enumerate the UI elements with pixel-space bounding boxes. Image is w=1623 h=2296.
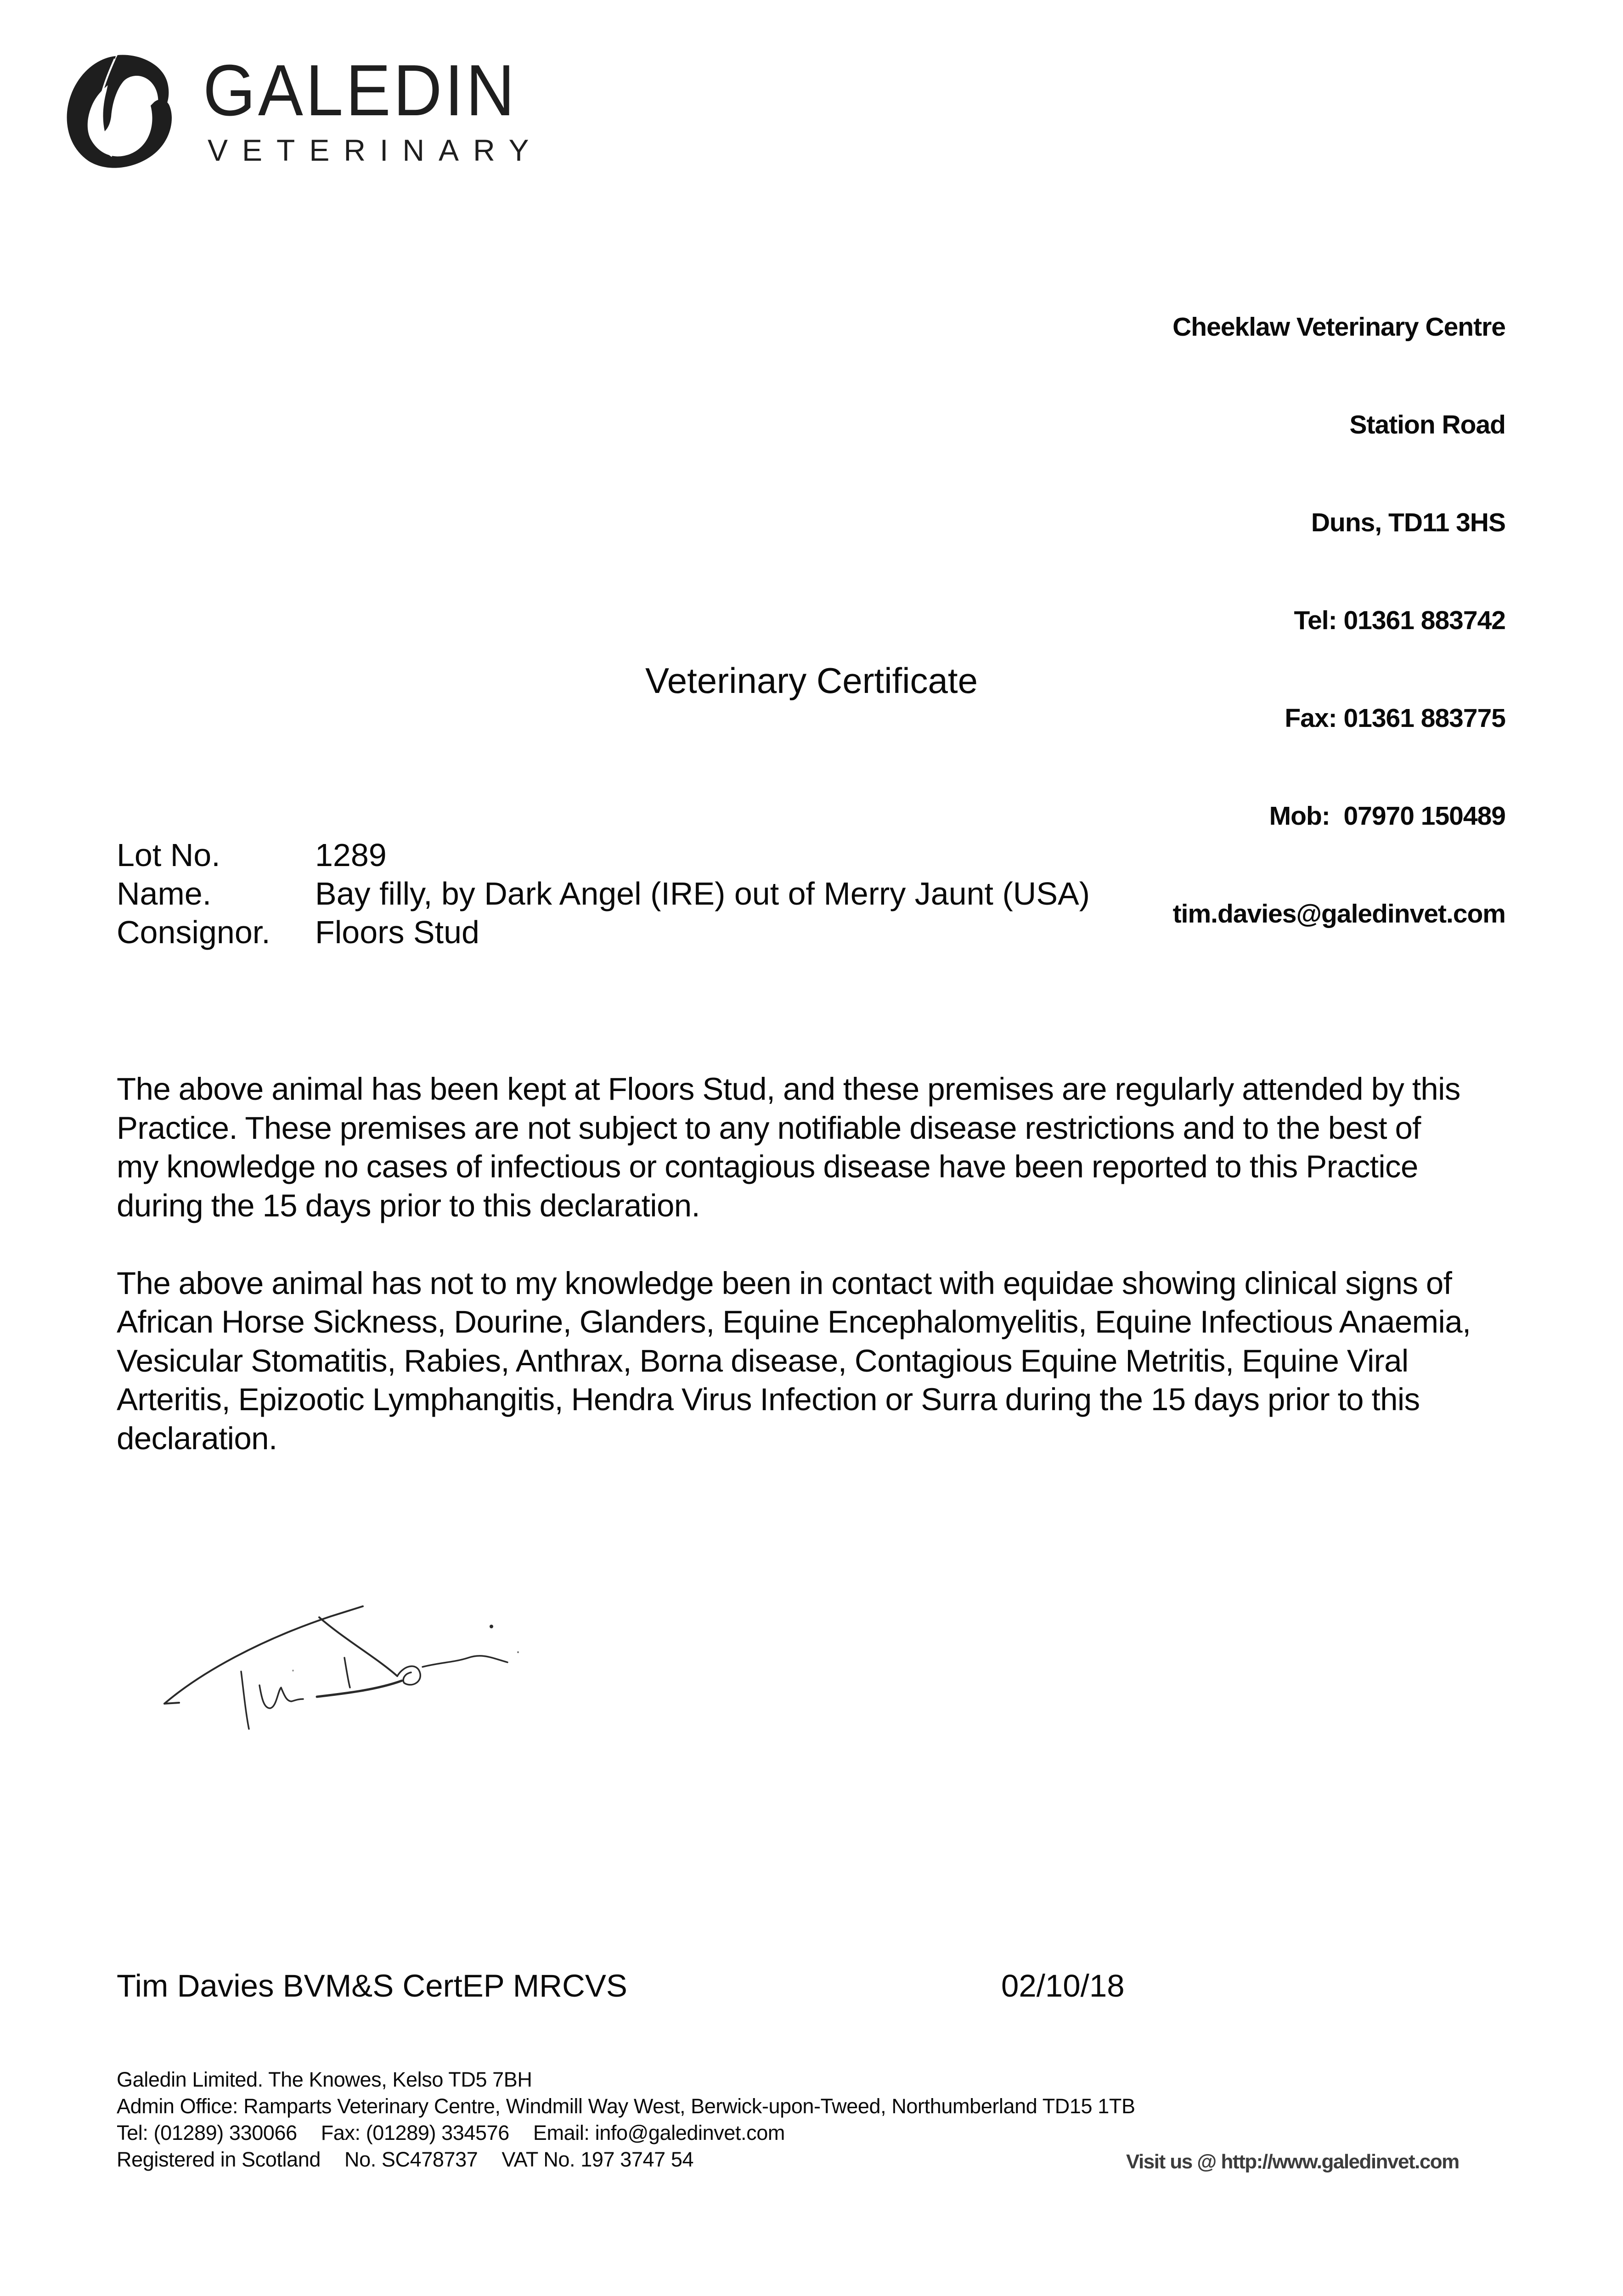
lot-number-label: Lot No. <box>117 837 220 873</box>
consignor-row <box>117 913 1090 951</box>
signature-date: 02/10/18 <box>1001 1968 1125 2003</box>
horse-name-label: Name. <box>117 876 212 912</box>
horse-name-row <box>117 874 1090 913</box>
footer-fax: Fax: (01289) 334576 <box>321 2121 509 2144</box>
footer-contact-line <box>117 2120 1135 2146</box>
paragraph-line: Arteritis, Epizootic Lymphangitis, Hendra Virus Infection or Surra during the 15 days prior to this <box>117 1382 1420 1417</box>
consignor-label: Consignor. <box>117 914 270 950</box>
brand-name: GALEDIN <box>203 50 518 131</box>
footer-email[interactable]: Email: info@galedinvet.com <box>533 2121 785 2144</box>
company-number: No. SC478737 <box>344 2148 478 2171</box>
practice-tel: Tel: 01361 883742 <box>1294 606 1505 635</box>
lot-details <box>117 836 1090 951</box>
signatory-name: Tim Davies BVM&S CertEP MRCVS <box>117 1968 627 2003</box>
horse-name-value: Bay filly, by Dark Angel (IRE) out of Merry Jaunt (USA) <box>315 876 1090 912</box>
paragraph-line: The above animal has not to my knowledge been in contact with equidae showing clinical signs of <box>117 1265 1452 1301</box>
handwritten-signature <box>147 1593 551 1731</box>
practice-mobile: Mob: 07970 150489 <box>1269 801 1505 831</box>
paragraph-line: during the 15 days prior to this declaration. <box>117 1187 700 1223</box>
galedin-logo-icon <box>61 54 180 169</box>
document-title: Veterinary Certificate <box>645 660 978 701</box>
practice-street: Station Road <box>1349 410 1505 439</box>
practice-fax: Fax: 01361 883775 <box>1285 703 1505 733</box>
paragraph-line: African Horse Sickness, Dourine, Glanders, Equine Encephalomyelitis, Equine Infectious Anaemia, <box>117 1304 1471 1339</box>
practice-name: Cheeklaw Veterinary Centre <box>1172 312 1505 342</box>
registered-country: Registered in Scotland <box>117 2148 321 2171</box>
premises-declaration-paragraph <box>117 1070 1522 1225</box>
paragraph-line: The above animal has been kept at Floors Stud, and these premises are regularly attended by this <box>117 1071 1460 1107</box>
paragraph-line: Practice. These premises are not subject to any notifiable disease restrictions and to the best of <box>117 1110 1421 1146</box>
admin-office-address: Admin Office: Ramparts Veterinary Centre, Windmill Way West, Berwick-upon-Tweed, Northumberland TD15 1TB <box>117 2094 1135 2118</box>
lot-number-value: 1289 <box>315 837 387 873</box>
practice-email[interactable]: tim.davies@galedinvet.com <box>1172 899 1505 929</box>
brand-subtitle: VETERINARY <box>208 133 543 167</box>
paragraph-line: Vesicular Stomatitis, Rabies, Anthrax, Borna disease, Contagious Equine Metritis, Equine Viral <box>117 1343 1409 1379</box>
footer-registration-line <box>117 2146 1135 2173</box>
lot-number-row <box>117 836 1090 874</box>
practice-town-postcode: Duns, TD11 3HS <box>1311 508 1505 537</box>
disease-contact-paragraph <box>117 1264 1522 1458</box>
company-footer <box>117 2066 1135 2173</box>
consignor-value: Floors Stud <box>315 914 479 950</box>
certificate-body <box>117 1070 1522 1497</box>
paragraph-line: declaration. <box>117 1420 277 1456</box>
vat-number: VAT No. 197 3747 54 <box>502 2148 694 2171</box>
company-registered-address: Galedin Limited. The Knowes, Kelso TD5 7BH <box>117 2068 532 2091</box>
website-link[interactable]: Visit us @ http://www.galedinvet.com <box>1126 2150 1459 2173</box>
footer-tel: Tel: (01289) 330066 <box>117 2121 297 2144</box>
practice-address <box>1172 246 1505 963</box>
paragraph-line: my knowledge no cases of infectious or contagious disease have been reported to this Practice <box>117 1149 1418 1184</box>
